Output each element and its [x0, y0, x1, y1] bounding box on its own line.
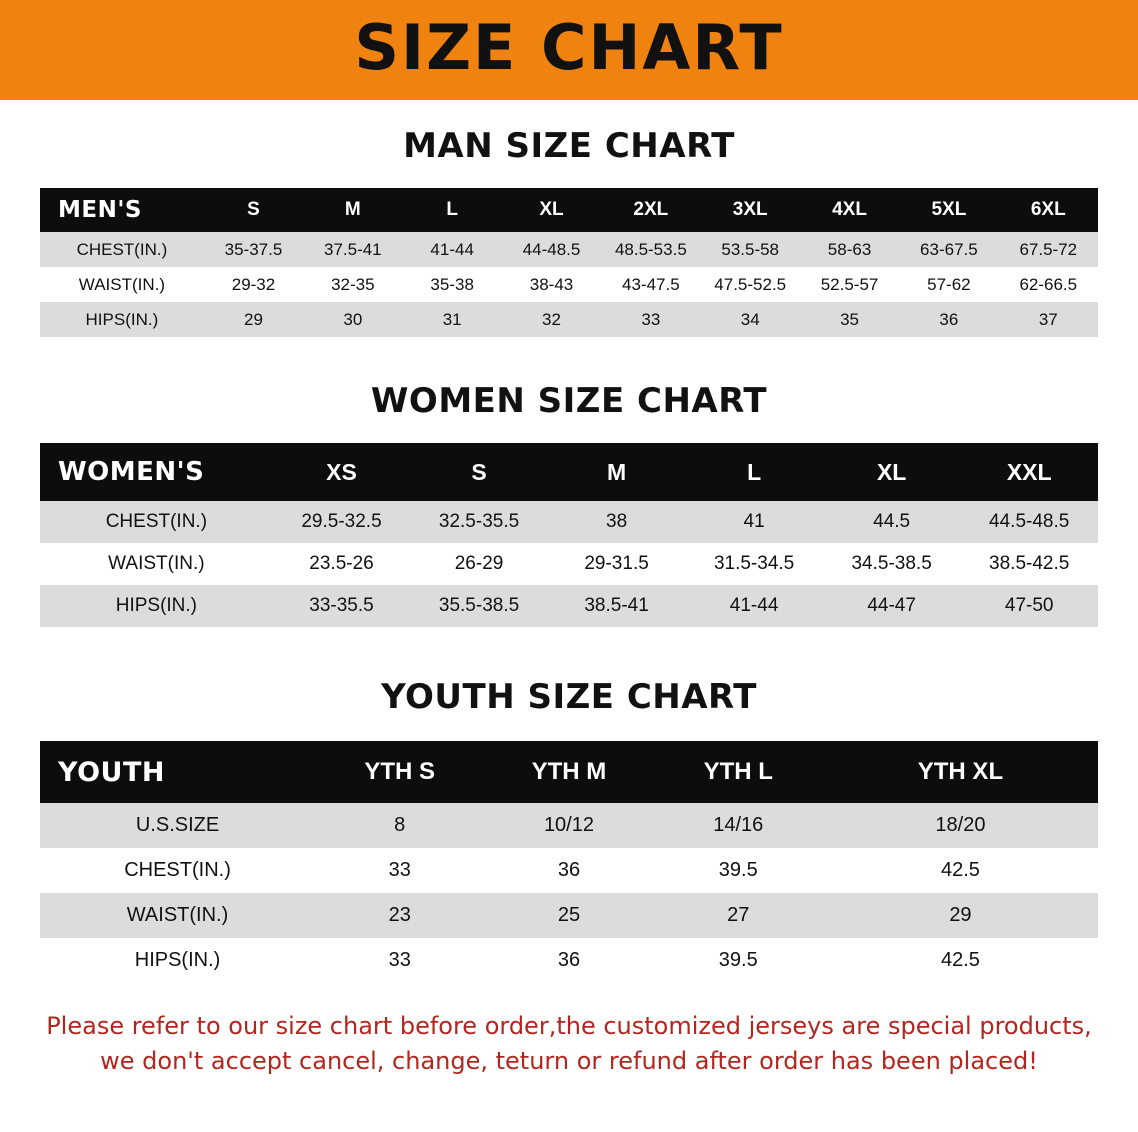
page-title: SIZE CHART [354, 11, 784, 84]
women-header-cell: XS [326, 458, 357, 485]
youth-header-cell: YOUTH [58, 756, 165, 788]
table-cell: 33 [388, 949, 411, 971]
man-header-row [40, 188, 1098, 232]
women-header-cell: L [747, 458, 762, 485]
table-cell: 29.5-32.5 [301, 511, 382, 532]
women-table-wrap [40, 443, 1098, 627]
table-row [40, 302, 1098, 337]
table-cell: 47-50 [1004, 595, 1054, 616]
table-row [40, 543, 1098, 585]
table-cell: 32-35 [331, 274, 375, 294]
man-header-cell: 3XL [732, 199, 768, 220]
youth-header-row [40, 741, 1098, 803]
table-cell: 58-63 [827, 239, 872, 259]
table-cell: 42.5 [940, 859, 980, 881]
row-label: CHEST(IN.) [124, 859, 231, 881]
table-cell: 27 [727, 904, 750, 926]
man-header-cell: 6XL [1030, 199, 1066, 220]
man-header-cell: S [247, 199, 260, 220]
table-cell: 44.5-48.5 [989, 511, 1070, 532]
man-header-cell: M [344, 199, 361, 220]
table-row [40, 501, 1098, 543]
table-cell: 39.5 [718, 949, 758, 971]
man-section-title: MAN SIZE CHART [403, 126, 735, 166]
table-cell: 36 [557, 949, 581, 971]
table-row [40, 267, 1098, 302]
table-cell: 37.5-41 [323, 239, 382, 259]
table-cell: 41 [743, 511, 765, 532]
table-row [40, 803, 1098, 848]
women-header-cell: XXL [1006, 458, 1052, 485]
table-cell: 23 [388, 904, 411, 926]
table-cell: 31 [442, 309, 462, 329]
youth-size-table [40, 741, 1098, 983]
table-cell: 30 [343, 309, 363, 329]
table-cell: 26-29 [454, 553, 504, 574]
table-cell: 38-43 [529, 274, 574, 294]
disclaimer-note [36, 1009, 1102, 1079]
table-cell: 44.5 [873, 511, 911, 532]
table-cell: 52.5-57 [820, 274, 879, 294]
row-label: HIPS(IN.) [115, 595, 198, 616]
man-header-cell: XL [539, 199, 564, 220]
table-cell: 25 [557, 904, 581, 926]
table-cell: 37 [1038, 309, 1058, 329]
youth-header-cell: YTH S [364, 758, 436, 785]
table-cell: 36 [557, 859, 581, 881]
row-label: WAIST(IN.) [126, 904, 229, 926]
man-header-cell: L [446, 199, 458, 220]
women-header-cell: M [606, 458, 627, 485]
women-section-title: WOMEN SIZE CHART [370, 381, 768, 421]
women-header-row [40, 443, 1098, 501]
man-header-cell: 2XL [633, 199, 669, 220]
row-label: HIPS(IN.) [134, 949, 221, 971]
women-size-table [40, 443, 1098, 627]
table-row [40, 232, 1098, 267]
disclaimer-line-1: Please refer to our size chart before order,the customized jerseys are special products, [46, 1012, 1092, 1040]
table-cell: 35-37.5 [224, 239, 283, 259]
table-cell: 29 [949, 904, 972, 926]
table-cell: 29-32 [231, 274, 276, 294]
table-cell: 41-44 [430, 239, 474, 259]
table-cell: 31.5-34.5 [713, 553, 795, 574]
table-cell: 8 [394, 814, 406, 836]
table-cell: 62-66.5 [1019, 274, 1078, 294]
row-label: WAIST(IN.) [108, 553, 205, 574]
table-cell: 14/16 [713, 814, 764, 836]
row-label: WAIST(IN.) [78, 274, 166, 294]
man-table-wrap [40, 188, 1098, 337]
youth-header-cell: YTH L [703, 758, 773, 785]
table-cell: 44-48.5 [522, 239, 581, 259]
table-cell: 67.5-72 [1019, 239, 1078, 259]
women-header-cell: S [471, 458, 487, 485]
man-header-cell: MEN'S [58, 197, 142, 223]
table-row [40, 848, 1098, 893]
women-header-cell: WOMEN'S [58, 457, 205, 487]
man-size-table [40, 188, 1098, 337]
table-cell: 43-47.5 [622, 274, 680, 294]
table-cell: 33 [641, 309, 661, 329]
table-cell: 38.5-42.5 [989, 553, 1070, 574]
youth-header-cell: YTH M [531, 758, 607, 785]
table-cell: 34.5-38.5 [851, 553, 932, 574]
table-cell: 63-67.5 [920, 239, 978, 259]
table-cell: 33 [388, 859, 411, 881]
man-header-cell: 5XL [931, 199, 967, 220]
table-cell: 23.5-26 [309, 553, 374, 574]
row-label: U.S.SIZE [135, 814, 220, 836]
table-cell: 32.5-35.5 [438, 511, 520, 532]
row-label: HIPS(IN.) [85, 309, 159, 329]
table-cell: 44-47 [867, 595, 916, 616]
table-cell: 42.5 [940, 949, 980, 971]
table-cell: 38 [606, 511, 628, 532]
youth-section-title: YOUTH SIZE CHART [381, 677, 757, 717]
youth-table-wrap [40, 741, 1098, 983]
table-cell: 32 [542, 309, 561, 329]
man-header-cell: 4XL [832, 199, 867, 220]
row-label: CHEST(IN.) [105, 511, 208, 532]
table-cell: 29 [244, 309, 263, 329]
table-cell: 36 [939, 309, 959, 329]
table-cell: 10/12 [543, 814, 594, 836]
table-cell: 57-62 [927, 274, 971, 294]
women-header-cell: XL [876, 458, 907, 485]
table-cell: 38.5-41 [584, 595, 649, 616]
table-cell: 33-35.5 [309, 595, 374, 616]
table-row [40, 585, 1098, 627]
table-row [40, 893, 1098, 938]
youth-header-cell: YTH XL [917, 758, 1004, 785]
table-cell: 48.5-53.5 [614, 239, 687, 259]
table-cell: 53.5-58 [721, 239, 780, 259]
row-label: CHEST(IN.) [76, 239, 168, 259]
page-banner [0, 0, 1138, 100]
table-cell: 35-38 [430, 274, 474, 294]
table-cell: 47.5-52.5 [714, 274, 787, 294]
table-cell: 35 [840, 309, 859, 329]
table-cell: 34 [740, 309, 760, 329]
table-cell: 41-44 [729, 595, 779, 616]
table-cell: 29-31.5 [584, 553, 649, 574]
table-cell: 18/20 [935, 814, 986, 836]
table-cell: 35.5-38.5 [438, 595, 520, 616]
disclaimer-line-2: we don't accept cancel, change, teturn or refund after order has been placed! [100, 1046, 1038, 1075]
table-row [40, 938, 1098, 983]
table-cell: 39.5 [718, 859, 758, 881]
